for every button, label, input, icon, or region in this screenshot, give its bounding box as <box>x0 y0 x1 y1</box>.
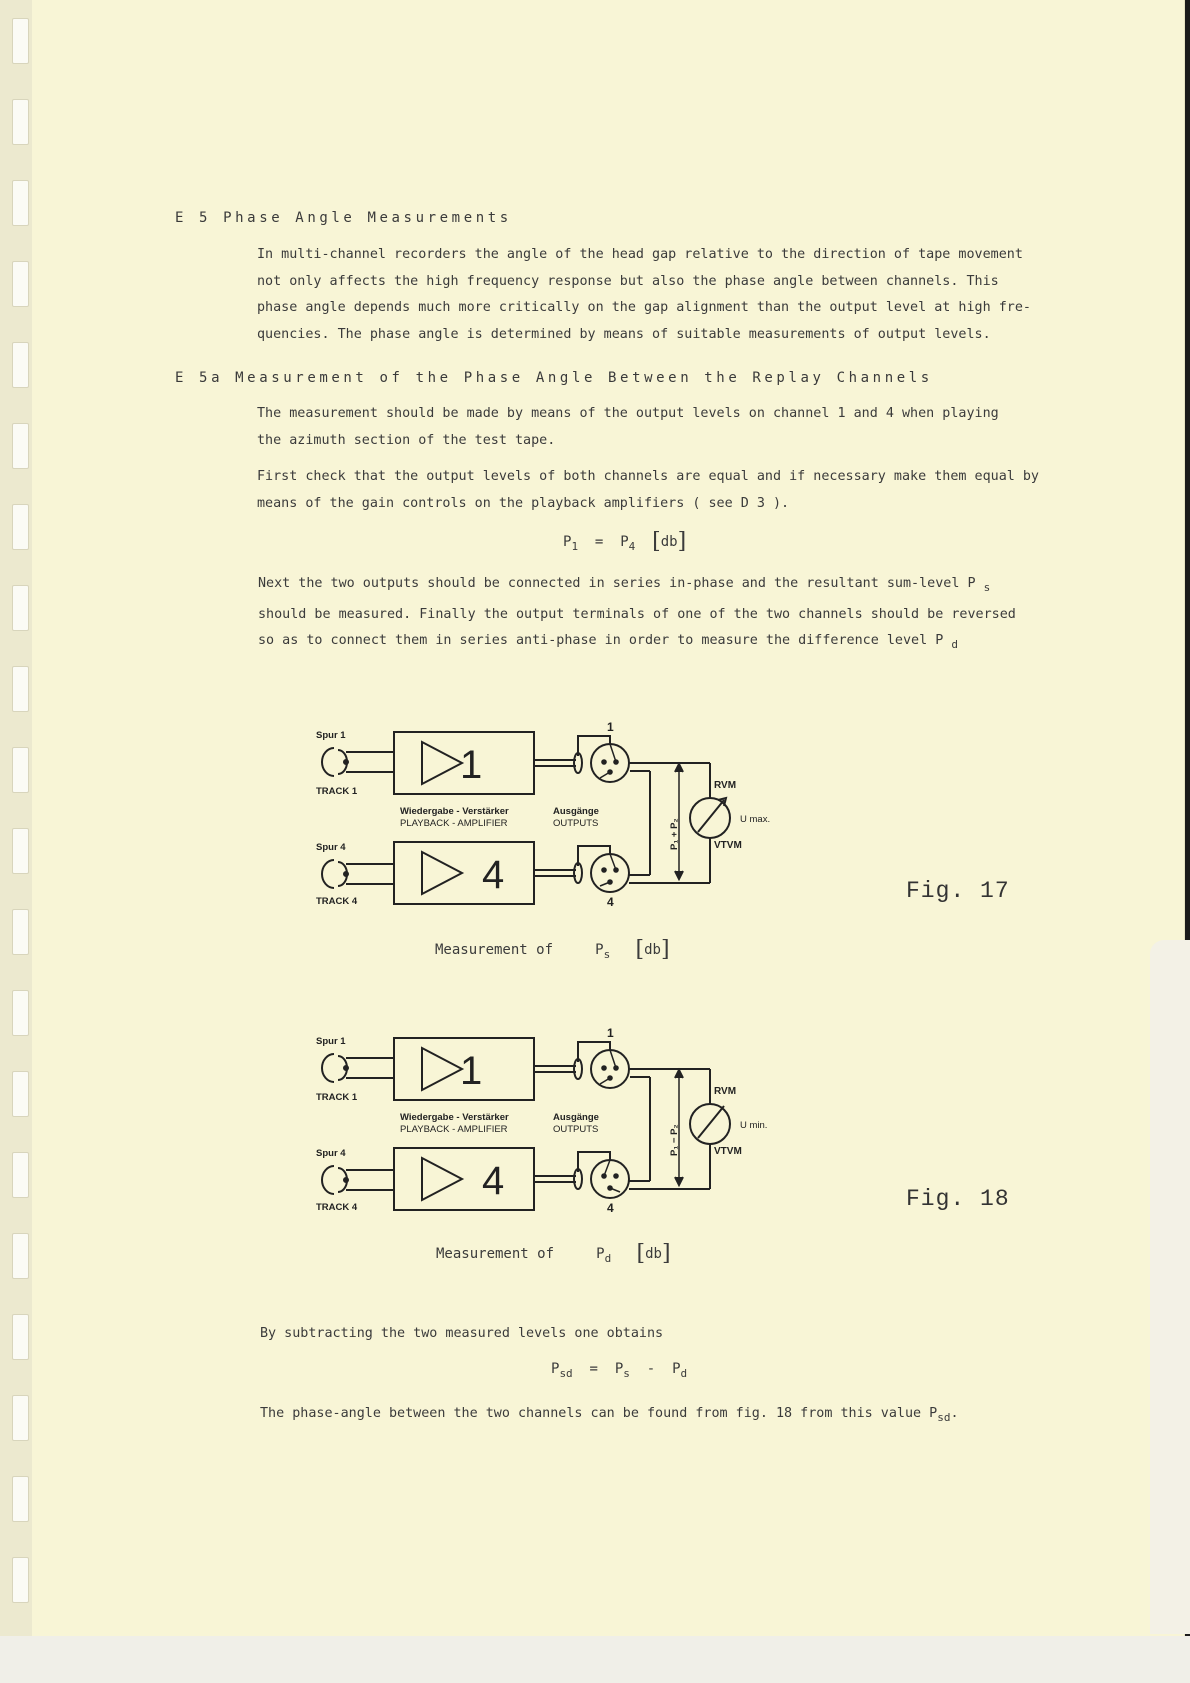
punch-hole <box>12 1152 29 1198</box>
amplifier-4-number: 4 <box>482 853 505 897</box>
punch-hole <box>12 909 29 955</box>
amplifier-1-number: 1 <box>460 1049 483 1093</box>
track4-label: TRACK 4 <box>316 896 358 907</box>
playback-head-4-icon <box>322 860 334 888</box>
text-line: should be measured. Finally the output terminals of one of the two channels should be reversed <box>258 606 1016 622</box>
closing-line-1: By subtracting the two measured levels one obtains <box>260 1326 664 1341</box>
punch-hole <box>12 1233 29 1279</box>
amplifier-english-label: PLAYBACK - AMPLIFIER <box>400 818 508 829</box>
punch-hole <box>12 1476 29 1522</box>
track4-label: TRACK 4 <box>316 1202 358 1213</box>
fig17-label: Fig. 17 <box>906 878 1010 904</box>
playback-head-1-icon <box>322 748 334 776</box>
punch-hole <box>12 990 29 1036</box>
punch-hole <box>12 1314 29 1360</box>
section-e5-heading: E 5 Phase Angle Measurements <box>175 210 512 226</box>
outputs-german-label: Ausgänge <box>553 1112 599 1123</box>
track1-label: TRACK 1 <box>316 786 358 797</box>
section-e5-paragraph <box>257 242 1031 348</box>
amplifier-german-label: Wiedergabe - Verstärker <box>400 806 509 817</box>
rvm-label: RVM <box>714 780 737 791</box>
punch-hole <box>12 342 29 388</box>
fig17-circuit-diagram <box>310 720 800 915</box>
fig17-caption: Measurement of $P_s$ [db] <box>435 937 670 962</box>
text-line: In multi-channel recorders the angle of the head gap relative to the direction of tape movement <box>257 247 1023 262</box>
punch-hole <box>12 747 29 793</box>
punch-hole <box>12 504 29 550</box>
text-line: means of the gain controls on the playback amplifiers ( see D 3 ). <box>257 495 790 511</box>
section-e5a-paragraph-1 <box>257 401 999 454</box>
output-socket-1-icon <box>591 1050 629 1088</box>
vertical-difference-label: P₁ − P₂ <box>669 1124 680 1156</box>
punch-hole <box>12 1557 29 1603</box>
punch-hole <box>12 666 29 712</box>
socket-1-number: 1 <box>607 1026 614 1040</box>
section-e5a-paragraph-3 <box>258 571 1016 659</box>
punch-hole <box>12 423 29 469</box>
punch-hole <box>12 1071 29 1117</box>
punch-hole <box>12 828 29 874</box>
track1-label: TRACK 1 <box>316 1092 358 1103</box>
punch-hole <box>12 180 29 226</box>
vtvm-label: VTVM <box>714 1146 742 1157</box>
text-line: quencies. The phase angle is determined by means of suitable measurements of output levels. <box>257 326 991 342</box>
text-line: Next the two outputs should be connected in series in-phase and the resultant sum-level P $_s$ <box>258 576 991 594</box>
spur4-label: Spur 4 <box>316 842 346 853</box>
closing-line-2: The phase-angle between the two channels can be found from fig. 18 from this value $P_{sd}$. <box>260 1406 959 1424</box>
amplifier-4-triangle-icon <box>422 852 462 894</box>
punched-edge-strip <box>0 0 32 1636</box>
spur1-label: Spur 1 <box>316 730 346 741</box>
output-socket-4-icon <box>591 1160 629 1198</box>
amplifier-1-triangle-icon <box>422 1048 462 1090</box>
socket-1-number: 1 <box>607 720 614 734</box>
amplifier-1-triangle-icon <box>422 742 462 784</box>
vertical-sum-label: P₁ + P₂ <box>669 818 680 850</box>
section-e5a-heading: E 5a Measurement of the Phase Angle Between the Replay Channels <box>175 370 933 386</box>
text-line: the azimuth section of the test tape. <box>257 432 556 448</box>
socket-4-number: 4 <box>607 1201 614 1215</box>
amplifier-1-number: 1 <box>460 743 483 787</box>
spur1-label: Spur 1 <box>316 1036 346 1047</box>
amplifier-4-number: 4 <box>482 1159 505 1203</box>
output-socket-1-icon <box>591 744 629 782</box>
equation-p1-equals-p4: $P_1 = P_4$ [db] <box>563 529 687 554</box>
rvm-label: RVM <box>714 1086 737 1097</box>
punch-hole <box>12 1395 29 1441</box>
outputs-english-label: OUTPUTS <box>553 1124 599 1135</box>
text-line: The measurement should be made by means of the output levels on channel 1 and 4 when playing <box>257 406 999 421</box>
text-line: not only affects the high frequency response but also the phase angle between channels. This <box>257 273 999 289</box>
spur4-label: Spur 4 <box>316 1148 346 1159</box>
fig18-label: Fig. 18 <box>906 1186 1010 1212</box>
punch-hole <box>12 99 29 145</box>
section-e5a-paragraph-2 <box>257 464 1039 517</box>
playback-head-1-icon <box>322 1054 334 1082</box>
vtvm-label: VTVM <box>714 840 742 851</box>
socket-4-number: 4 <box>607 895 614 909</box>
text-line: so as to connect them in series anti-phase in order to measure the difference level P $_d$ <box>258 633 958 651</box>
outputs-german-label: Ausgänge <box>553 806 599 817</box>
index-tab <box>1150 940 1190 1634</box>
punch-hole <box>12 261 29 307</box>
fig18-circuit-diagram <box>310 1026 800 1221</box>
amplifier-english-label: PLAYBACK - AMPLIFIER <box>400 1124 508 1135</box>
text-line: phase angle depends much more critically on the gap alignment than the output level at high fre- <box>257 300 1031 315</box>
outputs-english-label: OUTPUTS <box>553 818 599 829</box>
fig18-caption: Measurement of $P_d$ [db] <box>436 1241 671 1266</box>
punch-hole <box>12 585 29 631</box>
equation-psd: $P_{sd} = P_s - P_d$ <box>551 1361 688 1380</box>
amplifier-german-label: Wiedergabe - Verstärker <box>400 1112 509 1123</box>
text-line: First check that the output levels of both channels are equal and if necessary make them equal by <box>257 469 1039 484</box>
amplifier-4-triangle-icon <box>422 1158 462 1200</box>
output-socket-4-icon <box>591 854 629 892</box>
meter-reading-label: U min. <box>740 1120 768 1131</box>
scan-bottom-band <box>0 1636 1190 1683</box>
playback-head-4-icon <box>322 1166 334 1194</box>
punch-hole <box>12 18 29 64</box>
meter-reading-label: U max. <box>740 814 771 825</box>
